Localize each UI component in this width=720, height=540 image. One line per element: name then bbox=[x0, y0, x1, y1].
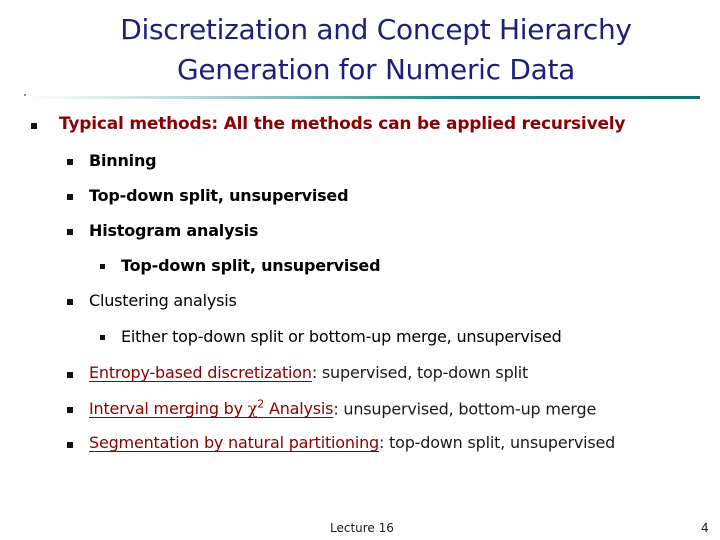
bullet-square-icon bbox=[67, 299, 73, 305]
bullet-square-icon bbox=[100, 264, 105, 269]
chi-exponent: 2 bbox=[257, 398, 265, 411]
bullet-square-icon bbox=[31, 123, 37, 129]
bullet-clustering-sub: Either top-down split or bottom-up merge, unsupervised bbox=[121, 327, 562, 346]
footer-page-number: 4 bbox=[701, 521, 709, 535]
bullet-square-icon bbox=[67, 407, 73, 413]
bullet-square-icon bbox=[67, 442, 73, 448]
bullet-square-icon bbox=[67, 372, 73, 378]
bullet-topdown-unsupervised: Top-down split, unsupervised bbox=[89, 186, 349, 205]
slide-title bbox=[0, 10, 720, 90]
bullet-histogram-analysis: Histogram analysis bbox=[89, 221, 259, 240]
interval-merging-link[interactable] bbox=[89, 399, 333, 418]
bullet-entropy bbox=[89, 363, 528, 382]
bullet-square-icon bbox=[67, 229, 73, 235]
bullet-segmentation bbox=[89, 433, 615, 452]
bullet-square-icon bbox=[67, 194, 73, 200]
bullet-interval-merging bbox=[89, 398, 596, 418]
main-bullet-text: Typical methods: All the methods can be applied recursively bbox=[59, 114, 626, 134]
segmentation-rest: : top-down split, unsupervised bbox=[378, 433, 616, 452]
interval-mid: Analysis bbox=[264, 399, 334, 419]
bullet-clustering-analysis: Clustering analysis bbox=[89, 291, 237, 310]
chi-symbol: χ bbox=[247, 399, 258, 419]
bullet-square-icon bbox=[67, 159, 73, 165]
bullet-square-icon bbox=[100, 335, 105, 340]
bullet-binning: Binning bbox=[89, 151, 157, 170]
interval-prefix: Interval merging by bbox=[89, 399, 248, 419]
footer-lecture-label: Lecture 16 bbox=[330, 521, 394, 535]
bullet-histogram-sub: Top-down split, unsupervised bbox=[121, 256, 381, 275]
title-divider-rule bbox=[24, 96, 700, 99]
entropy-link[interactable]: Entropy-based discretization bbox=[89, 363, 312, 382]
interval-rest: : unsupervised, bottom-up merge bbox=[333, 399, 597, 419]
slide-title-line-1: Discretization and Concept Hierarchy bbox=[120, 13, 632, 46]
slide-title-line-2: Generation for Numeric Data bbox=[176, 53, 576, 86]
entropy-rest: : supervised, top-down split bbox=[311, 363, 529, 382]
segmentation-link[interactable]: Segmentation by natural partitioning bbox=[89, 433, 379, 452]
